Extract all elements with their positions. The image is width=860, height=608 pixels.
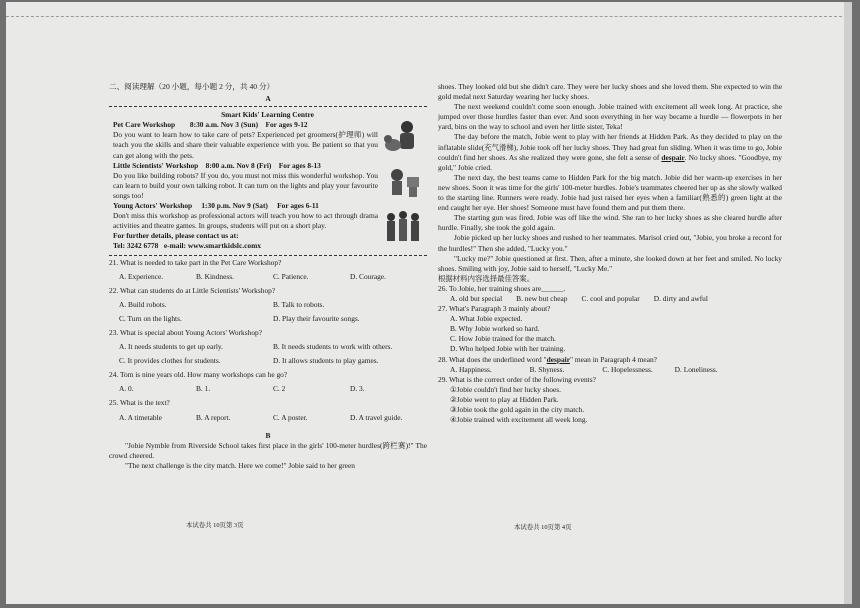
page-footer-left: 本试卷共 10页第 3页 (186, 522, 244, 529)
question-29: 29. What is the correct order of the following events? (438, 374, 596, 384)
option-c[interactable]: C. 2 (273, 384, 286, 394)
exam-sheet (6, 2, 852, 604)
top-divider (6, 16, 852, 17)
options-row (119, 342, 427, 352)
robot-illustration (383, 165, 423, 201)
option-b[interactable]: B. A report. (196, 412, 231, 422)
options-row (438, 365, 782, 375)
actors-illustration (383, 207, 423, 247)
contact-line: For further details, please contact us at: (113, 231, 239, 241)
paragraph-text: The day before the match, Jobie went to play with her friends at Hidden Park. As they decided to play on the inflatable slide(充气滑梯), Jobie took off her lucky shoes. They had great fun sliding. When it was time to go, Jobie couldn't find her shoes. As she realized they were gone, she felt a sense of (438, 132, 782, 162)
option-b[interactable]: B. new but cheap (516, 293, 568, 303)
options-row (119, 300, 427, 310)
option-b[interactable]: B. Talk to robots. (273, 299, 325, 309)
option-d[interactable]: D. A travel guide. (350, 412, 403, 422)
option-b[interactable]: B. Why Jobie worked so hard. (450, 324, 540, 334)
event-item: ①Jobie couldn't find her lucky shoes. (450, 384, 561, 394)
option-c[interactable]: C. Patience. (273, 271, 309, 281)
pet-care-text: Do you want to learn how to take care of pets? Experienced pet groomers(护理师) will teach you the skills and share their valuable experience with you. Be patient so that you can get along with the pets. (113, 130, 378, 160)
option-d[interactable]: D. 3. (350, 384, 365, 394)
question-26: 26. To Jobie, her training shoes are______. (438, 283, 566, 293)
pet-care-heading: Pet Care Workshop 8:30 a.m. Nov 3 (Sun) For ages 9-12 (113, 120, 308, 130)
question-24 (109, 370, 427, 394)
option-a[interactable]: A. Happiness. (450, 364, 492, 374)
passage-paragraph: "Lucky me?" Jobie questioned at first. Then, after a minute, she looked down at her feet and smiled. No lucky shoes. Smiling with joy, Jobie said to herself, "Lucky Me." (438, 253, 782, 273)
passage-paragraph: The next weekend couldn't come soon enough. Jobie trained with excitement all week long. At practice, she jumped over those hurdles faster than ever. And soon everything in her way became a hurdle — flowerpots in her yard, bins on the way to school and even her little sister, Teka! (438, 102, 782, 132)
workshop-ad (109, 106, 427, 255)
underlined-word: despair (546, 354, 570, 364)
event-item: ④Jobie trained with excitement all week long. (450, 415, 588, 425)
actors-text: Don't miss this workshop as professional actors will teach you how to act through drama activities and theatre games. In groups, students will put on a short play. (113, 211, 378, 231)
option-d[interactable]: D. Play their favourite songs. (273, 313, 360, 323)
option-d[interactable]: D. dirty and awful (653, 293, 708, 303)
question-stem: 24. Tom is nine years old. How many workshops can he go? (109, 370, 288, 380)
right-column (438, 82, 782, 425)
question-23 (109, 328, 427, 366)
option-a[interactable]: A. Build robots. (119, 299, 167, 309)
option-c[interactable]: C. Turn on the lights. (119, 313, 182, 323)
passage-b-paragraph: "The next challenge is the city match. Here we come!" Jobie said to her green (125, 460, 355, 470)
option-c[interactable]: C. It provides clothes for students. (119, 356, 221, 366)
passage-paragraph: Jobie picked up her lucky shoes and rushed to her teammates. Marisol cried out, "Jobie, you broke a record for the hurdles!" Then she added, "Lucky you." (438, 233, 782, 253)
question-stem: 25. What is the text? (109, 398, 170, 408)
passage-paragraph: The next day, the best teams came to Hidden Park for the big match. Jobie did her warm-up exercises in her new shoes. Soon it was time for the girls' 100-meter hurdles. Jobie's teammates cheered her up as she slowly walked to the starting line. Runners were ready. Jobie had just raised her eyes when a familiar(熟悉的) green light at the end caught her eye. Her shoes! Someone must have found them and put them there. (438, 172, 782, 213)
instruction: 根据材料内容选择最佳答案。 (438, 273, 535, 283)
option-a[interactable]: A. old but special (450, 293, 503, 303)
paragraph-text: . No lucky shoes. "Goodbye, my gold," Jobie cried. (438, 152, 782, 172)
option-a[interactable]: A. What Jobie expected. (450, 314, 523, 324)
question-stem: 23. What is special about Young Actors' Workshop? (109, 327, 262, 337)
pet-care-illustration (383, 119, 423, 155)
actors-heading: Young Actors' Workshop 1:30 p.m. Nov 9 (Sat) For ages 6-11 (113, 201, 319, 211)
options-row (119, 384, 427, 394)
option-b[interactable]: B. 1. (196, 384, 211, 394)
option-d[interactable]: D. Courage. (350, 271, 386, 281)
scientists-heading: Little Scientists' Workshop 8:00 a.m. Nov 8 (Fri) For ages 8-13 (113, 160, 321, 170)
options-row (119, 314, 427, 324)
page-footer-right: 本试卷共 10页第 4页 (514, 524, 572, 531)
passage-paragraph: The starting gun was fired. Jobie was off like the wind. She ran to her lucky shoes as she cleared hurdle after hurdle. Finally, she took the gold again. (438, 213, 782, 233)
option-c[interactable]: C. cool and popular (581, 293, 640, 303)
question-stem: 21. What is needed to take part in the Pet Care Workshop? (109, 257, 282, 267)
left-column (109, 82, 427, 471)
option-c[interactable]: C. Hopelessness. (602, 364, 653, 374)
option-c[interactable]: C. A poster. (273, 412, 308, 422)
passage-paragraph (438, 132, 782, 172)
option-c[interactable]: C. How Jobie trained for the match. (450, 334, 556, 344)
passage-paragraph: shoes. They looked old but she didn't care. They were her lucky shoes and she loved them. She expected to win the gold medal next Saturday wearing her lucky shoes. (438, 82, 782, 102)
option-a[interactable]: A. 0. (119, 384, 134, 394)
section-heading: 二、阅读理解（20 小题，每小题 2 分，共 40 分） (109, 82, 275, 91)
ad-title: Smart Kids' Learning Centre (221, 110, 314, 120)
options-row (438, 294, 782, 304)
option-a[interactable]: A. Experience. (119, 271, 164, 281)
question-27: 27. What's Paragraph 3 mainly about? (438, 304, 551, 314)
contact-info: Tel: 3242 6778 e-mail: www.smartkidslc.comx (113, 241, 261, 251)
option-a[interactable]: A. A timetable (119, 412, 162, 422)
scan-edge (844, 2, 852, 604)
question-text: " mean in Paragraph 4 mean? (570, 354, 657, 364)
option-b[interactable]: B. Shyness. (529, 364, 565, 374)
event-item: ③Jobie took the gold again in the city match. (450, 405, 585, 414)
question-28 (438, 355, 782, 365)
question-25 (109, 398, 427, 422)
option-d[interactable]: D. Loneliness. (674, 364, 718, 374)
event-item: ②Jobie went to play at Hidden Park. (450, 394, 559, 404)
option-d[interactable]: D. Who helped Jobie with her training. (450, 344, 566, 354)
options-row (119, 356, 427, 366)
underlined-word: despair (661, 152, 685, 162)
options-row (119, 413, 427, 423)
options-row (119, 272, 427, 282)
question-text: 28. What does the underlined word " (438, 354, 547, 364)
question-21 (109, 258, 427, 282)
option-b[interactable]: B. It needs students to work with others. (273, 342, 393, 352)
part-b-label: B (265, 430, 271, 440)
option-b[interactable]: B. Kindness. (196, 271, 234, 281)
passage-b-paragraph: "Jobie Nymble from Riverside School takes first place in the girls' 100-meter hurdles(跨栏赛)!" The crowd cheered. (109, 440, 427, 460)
option-a[interactable]: A. It needs students to get up early. (119, 342, 223, 352)
option-d[interactable]: D. It allows students to play games. (273, 356, 379, 366)
part-a-label: A (265, 94, 271, 104)
question-22 (109, 286, 427, 324)
question-stem: 22. What can students do at Little Scientists' Workshop? (109, 285, 276, 295)
scientists-text: Do you like building robots? If you do, you must not miss this wonderful workshop. You can learn to build your own talking robot. It can turn on the lights and play your favourite songs too! (113, 170, 378, 200)
